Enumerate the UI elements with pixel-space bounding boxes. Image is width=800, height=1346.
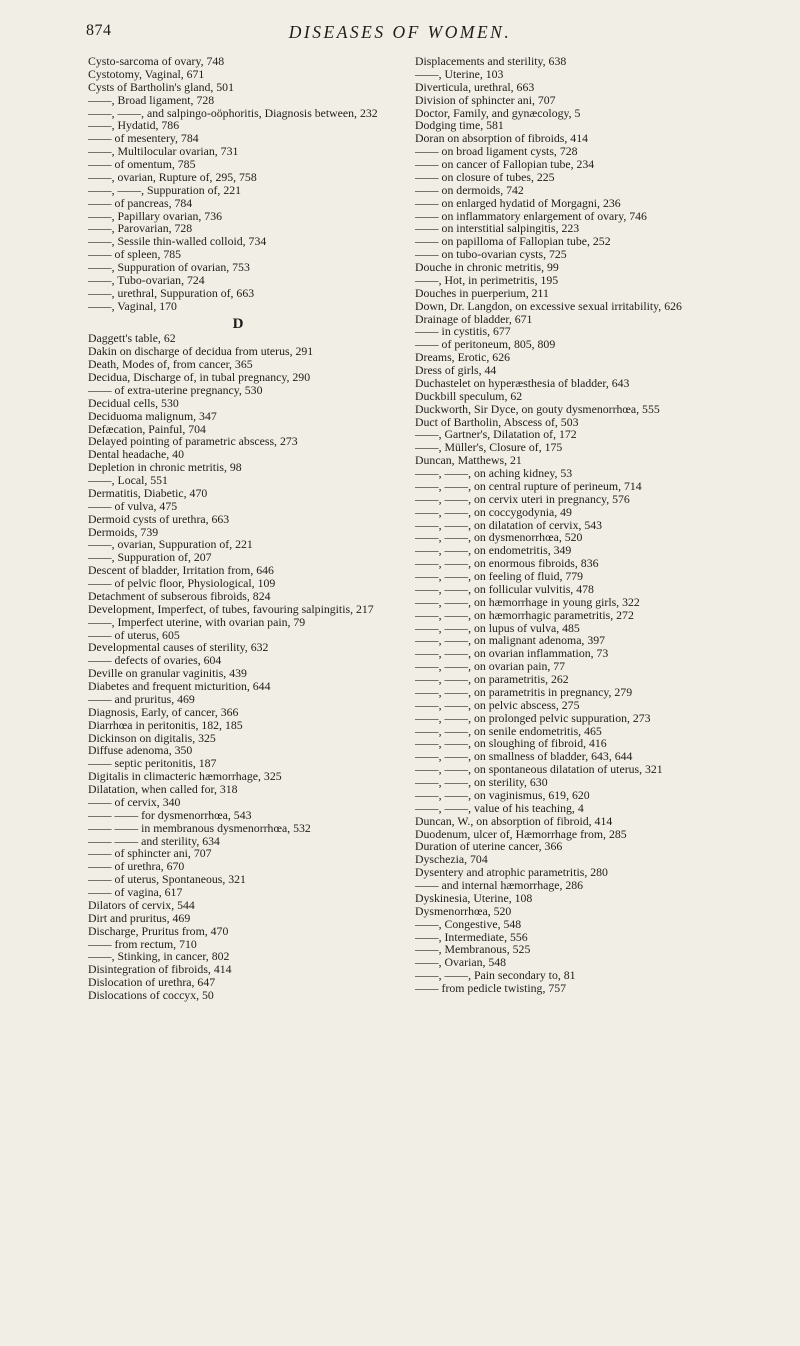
- index-entry: Duct of Bartholin, Abscess of, 503: [415, 414, 579, 429]
- index-entry: —— on enlarged hydatid of Morgagni, 236: [415, 195, 621, 210]
- index-entry: Drainage of bladder, 671: [415, 311, 533, 326]
- index-entry: Down, Dr. Langdon, on excessive sexual irritability, 626: [415, 298, 682, 313]
- index-entry: Deciduoma malignum, 347: [88, 408, 217, 423]
- index-entry: Cysts of Bartholin's gland, 501: [88, 79, 234, 94]
- index-entry: ——, ovarian, Rupture of, 295, 758: [88, 169, 257, 184]
- index-entry: —— on closure of tubes, 225: [415, 169, 555, 184]
- index-entry: ——, urethral, Suppuration of, 663: [88, 285, 255, 300]
- index-entry: —— defects of ovaries, 604: [88, 653, 222, 668]
- index-entry: Division of sphincter ani, 707: [415, 92, 556, 107]
- index-entry: Dermoids, 739: [88, 524, 159, 539]
- index-entry: Dilators of cervix, 544: [88, 897, 195, 912]
- index-entry: ——, ——, on prolonged pelvic suppuration, 273: [415, 710, 651, 725]
- index-entry: ——, ——, on sterility, 630: [415, 775, 548, 789]
- index-entry: Depletion in chronic metritis, 98: [88, 460, 242, 475]
- index-entry: ——, Broad ligament, 728: [88, 92, 215, 107]
- index-entry: Duchastelet on hyperæsthesia of bladder, 643: [415, 375, 630, 390]
- index-entry: —— from pedicle twisting, 757: [415, 981, 567, 995]
- index-entry: ——, ——, on lupus of vulva, 485: [415, 620, 580, 635]
- index-entry: —— of omentum, 785: [88, 157, 196, 171]
- index-entry: Dysentery and atrophic parametritis, 280: [415, 865, 608, 880]
- index-entry: Displacements and sterility, 638: [415, 54, 567, 68]
- index-entry: ——, Sessile thin-walled colloid, 734: [88, 234, 267, 249]
- index-entry: Duncan, Matthews, 21: [415, 453, 522, 468]
- index-entry: Descent of bladder, Irritation from, 646: [88, 563, 274, 578]
- index-entry: ——, Papillary ovarian, 736: [88, 208, 222, 223]
- index-entry: Diagnosis, Early, of cancer, 366: [88, 704, 239, 719]
- index-entry: ——, ——, value of his teaching, 4: [415, 800, 584, 815]
- index-entry: ——, ——, Suppuration of, 221: [88, 182, 242, 197]
- index-entry: Dermoid cysts of urethra, 663: [88, 511, 230, 526]
- index-entry: —— of uterus, 605: [88, 627, 180, 642]
- index-entry: ——, Müller's, Closure of, 175: [415, 440, 563, 455]
- index-entry: Defæcation, Painful, 704: [88, 421, 206, 436]
- index-entry: ——, ——, on dysmenorrhœa, 520: [415, 530, 583, 545]
- index-entry: —— of spleen, 785: [88, 247, 182, 262]
- index-entry: —— septic peritonitis, 187: [88, 756, 217, 771]
- page-number: 874: [86, 22, 112, 39]
- index-entry: —— on dermoids, 742: [415, 182, 524, 197]
- index-entry: ——, ——, on central rupture of perineum, 714: [415, 478, 642, 493]
- index-entry: ——, ——, and salpingo-oöphoritis, Diagnosis between, 232: [88, 105, 378, 120]
- index-entry: Diarrhœa in peritonitis, 182, 185: [88, 717, 243, 732]
- index-entry: ——, Hot, in perimetritis, 195: [415, 272, 559, 287]
- index-entry: ——, ——, on smallness of bladder, 643, 644: [415, 749, 633, 764]
- cystic-entries: [88, 55, 388, 313]
- index-entry: ——, ——, on coccygodynia, 49: [415, 504, 572, 519]
- index-entry: ——, ——, on cervix uteri in pregnancy, 576: [415, 491, 630, 506]
- index-entry: ——, Imperfect uterine, with ovarian pain, 79: [88, 614, 306, 629]
- index-entry: ——, ——, on ovarian inflammation, 73: [415, 646, 609, 661]
- index-entry: —— of pelvic floor, Physiological, 109: [88, 576, 276, 590]
- index-entry: ——, ——, on follicular vulvitis, 478: [415, 581, 594, 596]
- index-entry: Diverticula, urethral, 663: [415, 79, 535, 94]
- index-entry: Diabetes and frequent micturition, 644: [88, 679, 271, 693]
- index-entry: Dermatitis, Diabetic, 470: [88, 485, 208, 500]
- index-entry: —— and internal hæmorrhage, 286: [415, 878, 584, 892]
- index-entry: Dodging time, 581: [415, 118, 504, 133]
- index-entry: ——, ——, on endometritis, 349: [415, 543, 572, 558]
- index-entry: Doran on absorption of fibroids, 414: [415, 131, 588, 146]
- index-entry: ——, ——, on senile endometritis, 465: [415, 723, 602, 738]
- index-entry: Deville on granular vaginitis, 439: [88, 666, 247, 681]
- index-entry: Dirt and pruritus, 469: [88, 910, 191, 925]
- index-entry: —— from rectum, 710: [88, 936, 197, 951]
- index-entry: Diffuse adenoma, 350: [88, 743, 193, 758]
- index-entry: —— —— for dysmenorrhœa, 543: [88, 807, 252, 822]
- index-entry: —— of vagina, 617: [88, 885, 183, 899]
- index-entry: ——, Vaginal, 170: [88, 298, 177, 313]
- index-entry: ——, ——, on dilatation of cervix, 543: [415, 517, 603, 532]
- index-entry: —— on broad ligament cysts, 728: [415, 144, 578, 159]
- index-entry: ——, Suppuration of ovarian, 753: [88, 260, 250, 274]
- index-entry: Developmental causes of sterility, 632: [88, 640, 269, 655]
- index-entry: ——, Congestive, 548: [415, 916, 522, 931]
- index-entry: Duration of uterine cancer, 366: [415, 839, 563, 854]
- index-entry: ——, ——, on malignant adenoma, 397: [415, 633, 606, 648]
- index-entry: ——, ——, Pain secondary to, 81: [415, 968, 576, 983]
- index-entry: Dickinson on digitalis, 325: [88, 730, 216, 745]
- index-entry: ——, Gartner's, Dilatation of, 172: [415, 427, 577, 442]
- index-entry: ——, Intermediate, 556: [415, 929, 528, 944]
- index-entry: Cysto-sarcoma of ovary, 748: [88, 54, 225, 68]
- index-entry: —— of pancreas, 784: [88, 195, 193, 210]
- index-entry: —— of sphincter ani, 707: [88, 846, 212, 861]
- index-entry: ——, Uterine, 103: [415, 66, 504, 81]
- index-entry: ——, ——, on enormous fibroids, 836: [415, 556, 599, 571]
- index-entry: Dress of girls, 44: [415, 363, 497, 377]
- index-entry: Development, Imperfect, of tubes, favouring salpingitis, 217: [88, 601, 374, 616]
- index-entry: Dislocation of urethra, 647: [88, 975, 216, 990]
- index-entry: Cystotomy, Vaginal, 671: [88, 66, 205, 81]
- index-entry: ——, ——, on aching kidney, 53: [415, 466, 573, 480]
- index-entry: ——, ovarian, Suppuration of, 221: [88, 537, 253, 552]
- index-entry: Decidual cells, 530: [88, 395, 179, 410]
- index-entry: Discharge, Pruritus from, 470: [88, 923, 229, 938]
- index-entry: Douche in chronic metritis, 99: [415, 260, 559, 274]
- index-entry: Decidua, Discharge of, in tubal pregnancy, 290: [88, 370, 311, 384]
- index-entry: Dyschezia, 704: [415, 852, 488, 867]
- index-entry: ——, ——, on pelvic abscess, 275: [415, 697, 580, 712]
- left-column: [88, 55, 388, 1002]
- index-entry: ——, Multilocular ovarian, 731: [88, 144, 239, 159]
- index-entry: —— of mesentery, 784: [88, 131, 199, 146]
- index-entry: ——, Parovarian, 728: [88, 221, 193, 236]
- index-entry: ——, ——, on ovarian pain, 77: [415, 659, 566, 674]
- index-entry: ——, ——, on parametritis, 262: [415, 672, 569, 686]
- index-entry: ——, ——, on feeling of fluid, 779: [415, 569, 584, 583]
- index-entry: —— in cystitis, 677: [415, 324, 511, 339]
- section-letter-d: D: [232, 315, 244, 332]
- index-entry: ——, ——, on vaginismus, 619, 620: [415, 787, 590, 802]
- index-entry: Duodenum, ulcer of, Hæmorrhage from, 285: [415, 826, 627, 841]
- index-entry: —— and pruritus, 469: [88, 691, 195, 706]
- index-entry: —— of urethra, 670: [88, 859, 185, 874]
- index-entry: ——, Tubo-ovarian, 724: [88, 272, 205, 287]
- index-entry: Duncan, W., on absorption of fibroid, 414: [415, 813, 613, 828]
- index-entry: Dakin on discharge of decidua from uterus, 291: [88, 344, 314, 359]
- index-entry: Detachment of subserous fibroids, 824: [88, 588, 271, 603]
- index-entry: ——, Ovarian, 548: [415, 955, 507, 970]
- index-entry: —— of vulva, 475: [88, 498, 178, 513]
- index-entry: Disintegration of fibroids, 414: [88, 962, 232, 977]
- index-entry: ——, Local, 551: [88, 473, 168, 487]
- index-entry: Doctor, Family, and gynæcology, 5: [415, 105, 581, 120]
- index-entry: Duckworth, Sir Dyce, on gouty dysmenorrhœa, 555: [415, 401, 660, 416]
- page-header: [0, 22, 800, 52]
- index-entry: —— on inflammatory enlargement of ovary, 746: [415, 208, 647, 223]
- index-entry: ——, Suppuration of, 207: [88, 550, 212, 565]
- index-entry: —— on papilloma of Fallopian tube, 252: [415, 234, 611, 249]
- index-entry: —— of peritoneum, 805, 809: [415, 337, 556, 352]
- d-entries-continued: [415, 55, 737, 995]
- index-entry: Dyskinesia, Uterine, 108: [415, 890, 533, 905]
- index-entry: —— —— and sterility, 634: [88, 833, 220, 848]
- index-entry: —— of extra-uterine pregnancy, 530: [88, 382, 263, 397]
- index-entry: Dysmenorrhœa, 520: [415, 903, 512, 918]
- index-entry: —— on cancer of Fallopian tube, 234: [415, 157, 595, 171]
- index-entry: Duckbill speculum, 62: [415, 388, 523, 403]
- index-entry: Dental headache, 40: [88, 447, 184, 462]
- index-entry: ——, ——, on sloughing of fibroid, 416: [415, 736, 607, 751]
- index-entry: Douches in puerperium, 211: [415, 285, 549, 300]
- index-entry: Digitalis in climacteric hæmorrhage, 325: [88, 769, 282, 784]
- d-entries: [88, 332, 388, 1002]
- index-entry: ——, ——, on hæmorrhage in young girls, 322: [415, 594, 640, 609]
- index-entry: Delayed pointing of parametric abscess, 273: [88, 434, 298, 449]
- index-entry: —— on tubo-ovarian cysts, 725: [415, 247, 567, 262]
- index-entry: ——, ——, on hæmorrhagic parametritis, 272: [415, 607, 634, 622]
- index-entry: Dilatation, when called for, 318: [88, 782, 238, 796]
- index-entry: Dreams, Erotic, 626: [415, 350, 511, 365]
- index-entry: Daggett's table, 62: [88, 331, 176, 346]
- index-entry: —— of cervix, 340: [88, 794, 181, 809]
- index-entry: Death, Modes of, from cancer, 365: [88, 357, 253, 372]
- index-entry: —— —— in membranous dysmenorrhœa, 532: [88, 820, 311, 835]
- index-entry: ——, ——, on spontaneous dilatation of uterus, 321: [415, 762, 663, 777]
- index-entry: ——, Membranous, 525: [415, 942, 531, 957]
- index-entry: ——, ——, on parametritis in pregnancy, 279: [415, 684, 633, 699]
- index-entry: —— on interstitial salpingitis, 223: [415, 221, 580, 236]
- index-entry: ——, Stinking, in cancer, 802: [88, 949, 230, 964]
- index-entry: —— of uterus, Spontaneous, 321: [88, 872, 246, 887]
- right-column: [415, 55, 737, 995]
- index-entry: ——, Hydatid, 786: [88, 118, 180, 133]
- index-entry: Dislocations of coccyx, 50: [88, 988, 214, 1002]
- running-title: DISEASES OF WOMEN.: [288, 22, 512, 42]
